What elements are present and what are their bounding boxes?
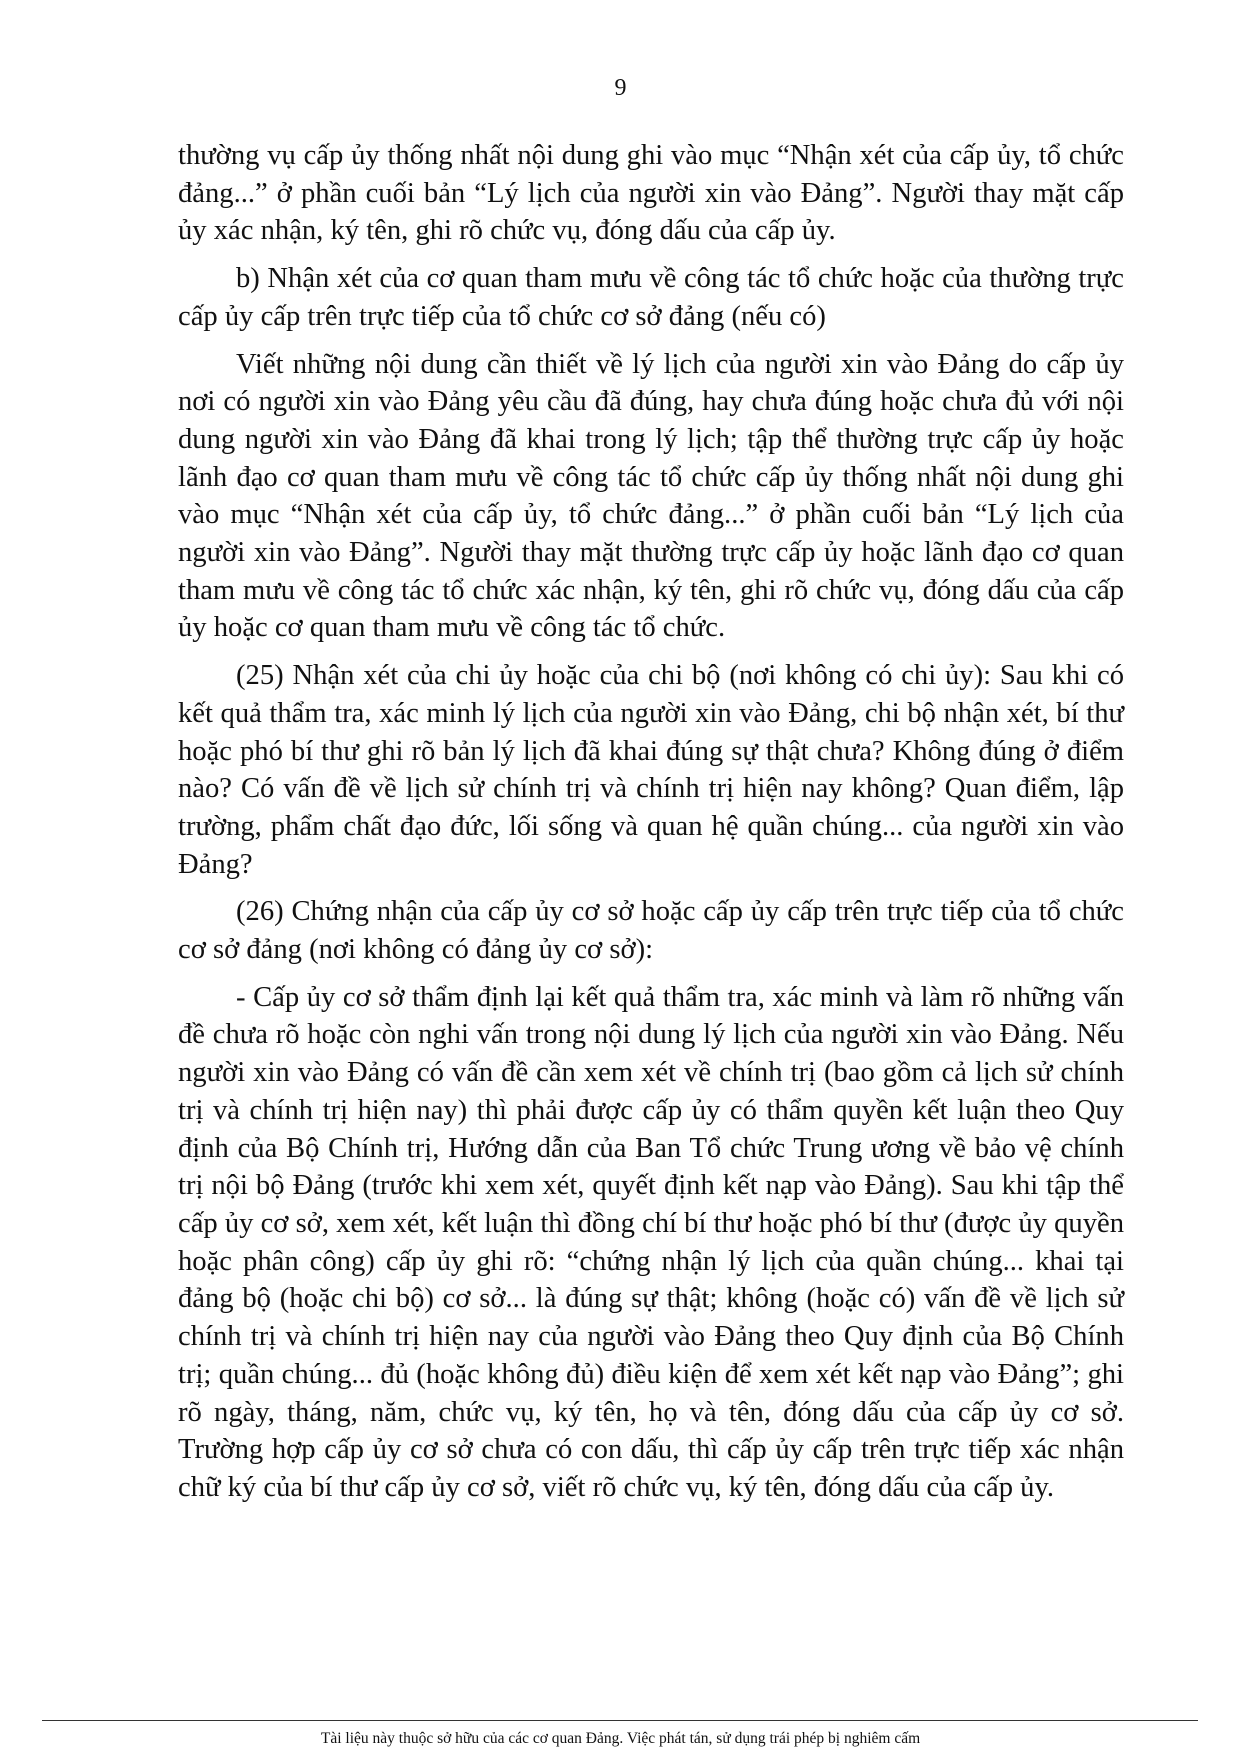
paragraph-section-b-heading: b) Nhận xét của cơ quan tham mưu về công tác tổ chức hoặc của thường trực cấp ủy cấp trên trực tiếp của tổ chức cơ sở đảng (nếu có)	[178, 263, 1124, 332]
document-body	[178, 137, 1124, 1517]
page-number: 9	[614, 75, 627, 101]
paragraph-section-b-body: Viết những nội dung cần thiết về lý lịch của người xin vào Đảng do cấp ủy nơi có người xin vào Đảng yêu cầu đã đúng, hay chưa đúng hoặc chưa đủ với nội dung người xin vào Đảng đã khai trong lý lịch; tập thể thường trực cấp ủy hoặc lãnh đạo cơ quan tham mưu về công tác tổ chức cấp ủy thống nhất nội dung ghi vào mục “Nhận xét của cấp ủy, tổ chức đảng...” ở phần cuối bản “Lý lịch của người xin vào Đảng”. Người thay mặt thường trực cấp ủy hoặc lãnh đạo cơ quan tham mưu về công tác tổ chức xác nhận, ký tên, ghi rõ chức vụ, đóng dấu của cấp ủy hoặc cơ quan tham mưu về công tác tổ chức.	[178, 348, 1124, 644]
paragraph-continued: thường vụ cấp ủy thống nhất nội dung ghi vào mục “Nhận xét của cấp ủy, tổ chức đảng...” ở phần cuối bản “Lý lịch của người xin vào Đảng”. Người thay mặt cấp ủy xác nhận, ký tên, ghi rõ chức vụ, đóng dấu của cấp ủy.	[178, 140, 1124, 247]
paragraph-item-26-body: - Cấp ủy cơ sở thẩm định lại kết quả thẩm tra, xác minh và làm rõ những vấn đề chưa rõ hoặc còn nghi vấn trong nội dung lý lịch của người xin vào Đảng. Nếu người xin vào Đảng có vấn đề cần xem xét về chính trị (bao gồm cả lịch sử chính trị và chính trị hiện nay) thì phải được cấp ủy có thẩm quyền kết luận theo Quy định của Bộ Chính trị, Hướng dẫn của Ban Tổ chức Trung ương về bảo vệ chính trị nội bộ Đảng (trước khi xem xét, quyết định kết nạp vào Đảng). Sau khi tập thể cấp ủy cơ sở, xem xét, kết luận thì đồng chí bí thư hoặc phó bí thư (được ủy quyền hoặc phân công) cấp ủy ghi rõ: “chứng nhận lý lịch của quần chúng... khai tại đảng bộ (hoặc chi bộ) cơ sở... là đúng sự thật; không (hoặc có) vấn đề về lịch sử chính trị và chính trị hiện nay của người vào Đảng theo Quy định của Bộ Chính trị; quần chúng... đủ (hoặc không đủ) điều kiện để xem xét kết nạp vào Đảng”; ghi rõ ngày, tháng, năm, chức vụ, ký tên, họ và tên, đóng dấu của cấp ủy cơ sở. Trường hợp cấp ủy cơ sở chưa có con dấu, thì cấp ủy cấp trên trực tiếp xác nhận chữ ký của bí thư cấp ủy cơ sở, viết rõ chức vụ, ký tên, đóng dấu của cấp ủy.	[178, 981, 1124, 1503]
paragraph-item-25: (25) Nhận xét của chi ủy hoặc của chi bộ (nơi không có chi ủy): Sau khi có kết quả thẩm tra, xác minh lý lịch của người xin vào Đảng, chi bộ nhận xét, bí thư hoặc phó bí thư ghi rõ bản lý lịch đã khai đúng sự thật chưa? Không đúng ở điểm nào? Có vấn đề về lịch sử chính trị và chính trị hiện nay không? Quan điểm, lập trường, phẩm chất đạo đức, lối sống và quan hệ quần chúng... của người xin vào Đảng?	[178, 660, 1124, 880]
paragraph-item-26: (26) Chứng nhận của cấp ủy cơ sở hoặc cấp ủy cấp trên trực tiếp của tổ chức cơ sở đảng (nơi không có đảng ủy cơ sở):	[178, 896, 1124, 966]
footer-divider	[42, 1720, 1198, 1721]
footer-notice: Tài liệu này thuộc sở hữu của các cơ quan Đảng. Việc phát tán, sử dụng trái phép bị nghiêm cấm	[320, 1730, 921, 1747]
